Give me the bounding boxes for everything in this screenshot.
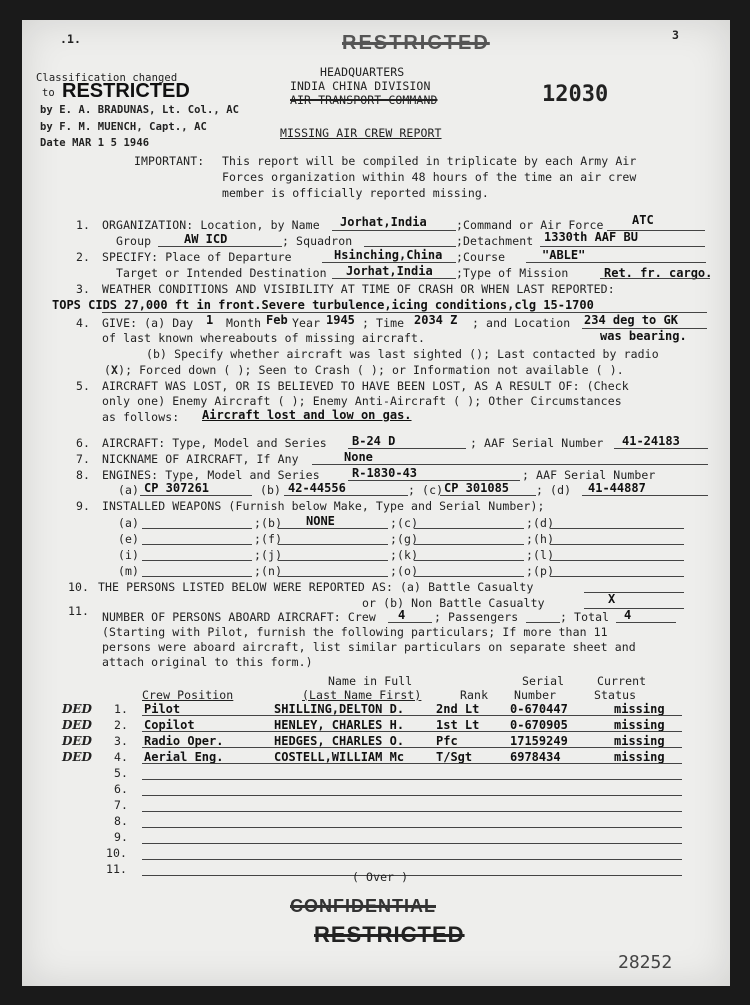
crew-status: missing xyxy=(614,702,665,716)
item-8-number: 8. xyxy=(76,468,91,482)
page-number: 28252 xyxy=(618,952,673,973)
engine-d-label: ; (d) xyxy=(536,483,572,497)
crew-rank: 2nd Lt xyxy=(436,702,480,716)
important-line-3: member is officially reported missing. xyxy=(222,186,489,200)
crew-name: HEDGES, CHARLES O. xyxy=(274,734,405,748)
item-6-number: 6. xyxy=(76,436,91,450)
item-3-label: WEATHER CONDITIONS AND VISIBILITY AT TIME OF CRASH OR WHEN LAST REPORTED: xyxy=(102,282,615,296)
engine-c-value: CP 301085 xyxy=(444,481,510,495)
location-bearing-value: 234 deg to GK xyxy=(584,313,678,327)
classification-restricted-stamp: RESTRICTED xyxy=(62,80,190,102)
lost-line-1: AIRCRAFT WAS LOST, OR IS BELIEVED TO HAVE BEEN LOST, AS A RESULT OF: (Check xyxy=(102,379,629,393)
persons-aboard-label: NUMBER OF PERSONS ABOARD AIRCRAFT: Crew xyxy=(102,610,376,624)
item-7-number: 7. xyxy=(76,452,91,466)
report-page xyxy=(22,20,730,986)
sighted-line-2: (X); Forced down ( ); Seen to Crash ( ); or Information not available ( ). xyxy=(104,363,624,377)
item-4-number: 4. xyxy=(76,316,91,330)
classification-by-1: by E. A. BRADUNAS, Lt. Col., AC xyxy=(40,104,240,116)
aircraft-type-value: B-24 D xyxy=(352,434,396,448)
crew-count: 4 xyxy=(398,608,406,622)
weapon-m-label: (m) xyxy=(118,564,140,578)
departure-value: Hsinching,China xyxy=(334,248,443,262)
weapon-o-label: ;(o) xyxy=(390,564,419,578)
course-value: "ABLE" xyxy=(542,248,586,262)
weather-value: TOPS CIDS 27,000 ft in front.Severe turbulence,icing conditions,clg 15-1700 xyxy=(52,298,594,312)
item-2-label: SPECIFY: Place of Departure xyxy=(102,250,292,264)
crew-position: Pilot xyxy=(144,702,181,716)
total-label: ; Total xyxy=(560,610,610,624)
detachment-label: ;Detachment xyxy=(456,234,534,248)
weapon-b-label: ;(b) xyxy=(254,516,283,530)
row-number: 1. xyxy=(114,702,129,716)
over-text: ( Over ) xyxy=(352,870,409,884)
sighted-line-2-text: ; Forced down ( ); Seen to Crash ( ); or Information not available ( ). xyxy=(125,363,624,377)
location-value: Jorhat,India xyxy=(340,215,427,229)
detachment-value: 1330th AAF BU xyxy=(544,230,638,244)
circumstances-value: Aircraft lost and low on gas. xyxy=(202,408,412,422)
report-title: MISSING AIR CREW REPORT xyxy=(280,126,442,140)
group-value: AW ICD xyxy=(184,232,228,246)
command-value: ATC xyxy=(632,213,654,227)
header-command: AIR TRANSPORT COMMAND xyxy=(290,93,438,107)
crew-serial: 6978434 xyxy=(510,750,561,764)
confidential-stamp: CONFIDENTIAL xyxy=(290,896,436,916)
classification-by-2: by F. M. MUENCH, Capt., AC xyxy=(40,121,207,133)
weapon-p-label: ;(p) xyxy=(526,564,555,578)
row-number: 3. xyxy=(114,734,129,748)
item-9-number: 9. xyxy=(76,499,91,513)
year-label: Year xyxy=(292,316,321,330)
row-number: 8. xyxy=(114,814,129,828)
sighted-line-1: (b) Specify whether aircraft was last sighted (); Last contacted by radio xyxy=(146,347,659,361)
ded-mark: DED xyxy=(62,702,92,716)
engine-d-value: 41-44887 xyxy=(588,481,646,495)
mission-label: ;Type of Mission xyxy=(456,266,569,280)
weapon-j-label: ;(j) xyxy=(254,548,283,562)
crew-name: COSTELL,WILLIAM Mc xyxy=(274,750,405,764)
mission-value: Ret. fr. cargo. xyxy=(604,266,713,280)
radio-contact-mark: X xyxy=(111,363,119,377)
weapon-f-label: ;(f) xyxy=(254,532,283,546)
important-line-2: Forces organization within 48 hours of the time an air crew xyxy=(222,170,637,184)
month-label: Month xyxy=(226,316,262,330)
squadron-label: ; Squadron xyxy=(282,234,353,248)
crew-status: missing xyxy=(614,718,665,732)
command-label: ;Command or Air Force xyxy=(456,218,604,232)
weapon-n-label: ;(n) xyxy=(254,564,283,578)
crew-rank: 1st Lt xyxy=(436,718,480,732)
page-mark-left: .1. xyxy=(60,32,82,46)
weapon-l-label: ;(l) xyxy=(526,548,555,562)
row-number: 9. xyxy=(114,830,129,844)
crew-position: Aerial Eng. xyxy=(144,750,224,764)
engine-c-label: ; (c) xyxy=(408,483,444,497)
classification-line: Classification changed xyxy=(36,72,178,84)
weapon-d-label: ;(d) xyxy=(526,516,555,530)
engines-label: ENGINES: Type, Model and Series xyxy=(102,468,320,482)
aircraft-serial-value: 41-24183 xyxy=(622,434,680,448)
row-number: 10. xyxy=(106,846,128,860)
row-number: 5. xyxy=(114,766,129,780)
engine-a-value: CP 307261 xyxy=(144,481,210,495)
nickname-label: NICKNAME OF AIRCRAFT, If Any xyxy=(102,452,299,466)
group-label: Group xyxy=(116,234,152,248)
restricted-stamp-top: RESTRICTED xyxy=(342,32,490,54)
crew-serial: 0-670447 xyxy=(510,702,568,716)
engines-type-value: R-1830-43 xyxy=(352,466,418,480)
important-label: IMPORTANT: xyxy=(134,154,205,168)
ded-mark: DED xyxy=(62,750,92,764)
course-label: ;Course xyxy=(456,250,506,264)
item-3-number: 3. xyxy=(76,282,91,296)
weapons-value: NONE xyxy=(306,514,335,528)
item-2-number: 2. xyxy=(76,250,91,264)
aircraft-type-label: AIRCRAFT: Type, Model and Series xyxy=(102,436,327,450)
target-label: Target or Intended Destination xyxy=(116,266,327,280)
non-battle-label: or (b) Non Battle Casualty xyxy=(362,596,545,610)
item-11-number: 11. xyxy=(68,604,90,618)
ded-mark: DED xyxy=(62,718,92,732)
crew-position: Radio Oper. xyxy=(144,734,224,748)
row-number: 7. xyxy=(114,798,129,812)
weapon-a-label: (a) xyxy=(118,516,140,530)
crew-name: HENLEY, CHARLES H. xyxy=(274,718,405,732)
header-serial-top: Serial xyxy=(522,674,565,688)
month-value: Feb xyxy=(266,313,288,327)
ded-mark: DED xyxy=(62,734,92,748)
crew-name: SHILLING,DELTON D. xyxy=(274,702,405,716)
header-hq: HEADQUARTERS xyxy=(320,65,405,79)
lost-line-3: as follows: xyxy=(102,410,180,424)
item-1-label: ORGANIZATION: Location, by Name xyxy=(102,218,320,232)
item-10-number: 10. xyxy=(68,580,90,594)
engine-b-value: 42-44556 xyxy=(288,481,346,495)
weapons-label: INSTALLED WEAPONS (Furnish below Make, Type and Serial Number); xyxy=(102,499,545,513)
engine-b-label: (b) xyxy=(260,483,282,497)
destination-value: Jorhat,India xyxy=(346,264,433,278)
passengers-label: ; Passengers xyxy=(434,610,519,624)
non-battle-mark: X xyxy=(608,592,616,606)
engine-a-label: (a) xyxy=(118,483,140,497)
weapon-c-label: ;(c) xyxy=(390,516,419,530)
weapon-i-label: (i) xyxy=(118,548,140,562)
item-5-number: 5. xyxy=(76,379,91,393)
row-number: 4. xyxy=(114,750,129,764)
weapon-k-label: ;(k) xyxy=(390,548,419,562)
header-division: INDIA CHINA DIVISION xyxy=(290,79,431,93)
reported-as-label: THE PERSONS LISTED BELOW WERE REPORTED AS: (a) Battle Casualty xyxy=(98,580,534,594)
engines-serial-label: ; AAF Serial Number xyxy=(522,468,656,482)
aircraft-serial-label: ; AAF Serial Number xyxy=(470,436,604,450)
page-mark-right: 3 xyxy=(672,28,680,42)
persons-note-1: (Starting with Pilot, furnish the following particulars; If more than 11 xyxy=(102,625,608,639)
time-label: ; Time xyxy=(362,316,405,330)
time-value: 2034 Z xyxy=(414,313,458,327)
classification-date: Date MAR 1 5 1946 xyxy=(40,137,150,149)
restricted-stamp-bottom: RESTRICTED xyxy=(314,922,465,947)
year-value: 1945 xyxy=(326,313,355,327)
crew-rank: T/Sgt xyxy=(436,750,473,764)
crew-serial: 0-670905 xyxy=(510,718,568,732)
header-status-top: Current xyxy=(597,674,647,688)
whereabouts-text: of last known whereabouts of missing aircraft. xyxy=(102,331,426,345)
weapon-e-label: (e) xyxy=(118,532,140,546)
weapon-g-label: ;(g) xyxy=(390,532,419,546)
document-number: 12030 xyxy=(542,82,609,107)
total-count: 4 xyxy=(624,608,632,622)
crew-status: missing xyxy=(614,734,665,748)
header-serial: Number xyxy=(514,688,557,702)
item-1-number: 1. xyxy=(76,218,91,232)
persons-note-2: persons were aboard aircraft, list similar particulars on separate sheet and xyxy=(102,640,636,654)
header-name-top: Name in Full xyxy=(328,674,413,688)
header-rank: Rank xyxy=(460,688,489,702)
crew-rank: Pfc xyxy=(436,734,458,748)
classification-to: to xyxy=(42,87,55,99)
important-line-1: This report will be compiled in triplicate by each Army Air xyxy=(222,154,637,168)
nickname-value: None xyxy=(344,450,373,464)
weapon-h-label: ;(h) xyxy=(526,532,555,546)
give-day-label: GIVE: (a) Day xyxy=(102,316,194,330)
lost-line-2: only one) Enemy Aircraft ( ); Enemy Anti-Aircraft ( ); Other Circumstances xyxy=(102,394,622,408)
crew-serial: 17159249 xyxy=(510,734,568,748)
row-number: 11. xyxy=(106,862,128,876)
location-label: ; and Location xyxy=(472,316,571,330)
row-number: 6. xyxy=(114,782,129,796)
header-name: (Last Name First) xyxy=(302,688,422,702)
crew-position: Copilot xyxy=(144,718,195,732)
persons-note-3: attach original to this form.) xyxy=(102,655,313,669)
row-number: 2. xyxy=(114,718,129,732)
crew-status: missing xyxy=(614,750,665,764)
day-value: 1 xyxy=(206,313,214,327)
location-bearing-continued: was bearing. xyxy=(600,329,687,343)
header-crew-position: Crew Position xyxy=(142,688,234,702)
header-status: Status xyxy=(594,688,637,702)
